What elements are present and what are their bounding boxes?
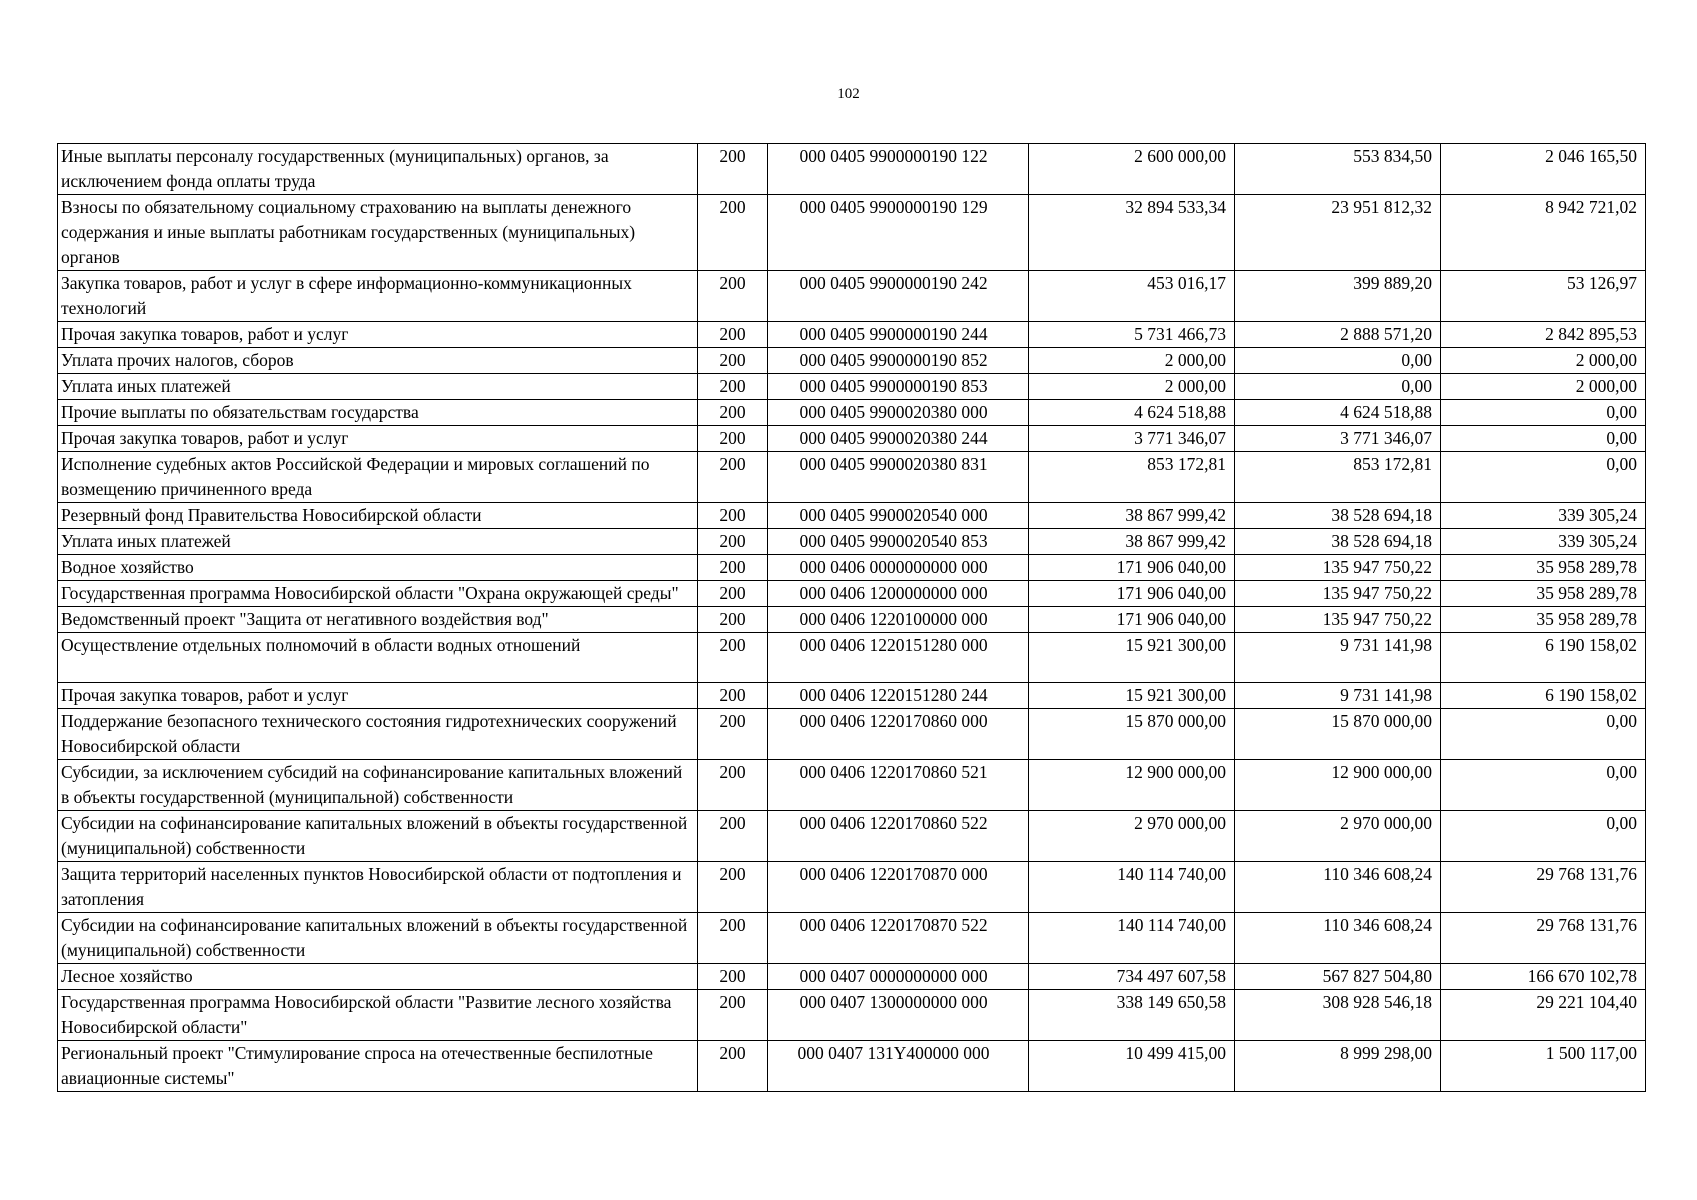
unexecuted-amount-cell: 2 000,00 bbox=[1441, 374, 1646, 400]
table-row bbox=[58, 862, 1646, 913]
unexecuted-amount-cell: 1 500 117,00 bbox=[1441, 1041, 1646, 1092]
budget-code-cell: 000 0406 1220170870 522 bbox=[768, 913, 1029, 964]
row-name-cell: Защита территорий населенных пунктов Новосибирской области от подтопления и затопления bbox=[58, 862, 698, 913]
row-name-cell: Уплата прочих налогов, сборов bbox=[58, 348, 698, 374]
table-row bbox=[58, 709, 1646, 760]
approved-amount-cell: 2 000,00 bbox=[1029, 374, 1235, 400]
budget-code-cell: 000 0405 9900020540 000 bbox=[768, 503, 1029, 529]
unexecuted-amount-cell: 6 190 158,02 bbox=[1441, 683, 1646, 709]
unexecuted-amount-cell: 339 305,24 bbox=[1441, 529, 1646, 555]
table-row bbox=[58, 374, 1646, 400]
row-name-cell: Уплата иных платежей bbox=[58, 529, 698, 555]
unexecuted-amount-cell: 29 768 131,76 bbox=[1441, 913, 1646, 964]
budget-code-cell: 000 0406 1220170860 000 bbox=[768, 709, 1029, 760]
executed-amount-cell: 135 947 750,22 bbox=[1235, 555, 1441, 581]
unexecuted-amount-cell: 339 305,24 bbox=[1441, 503, 1646, 529]
approved-amount-cell: 140 114 740,00 bbox=[1029, 913, 1235, 964]
executed-amount-cell: 553 834,50 bbox=[1235, 144, 1441, 195]
budget-code-cell: 000 0406 1200000000 000 bbox=[768, 581, 1029, 607]
row-name-cell: Взносы по обязательному социальному страхованию на выплаты денежного содержания и иные выплаты работникам государственных (муниципальных) органов bbox=[58, 195, 698, 271]
budget-execution-table bbox=[57, 143, 1646, 1092]
budget-code-cell: 000 0407 1300000000 000 bbox=[768, 990, 1029, 1041]
table-row bbox=[58, 503, 1646, 529]
line-code-cell: 200 bbox=[698, 555, 768, 581]
approved-amount-cell: 2 600 000,00 bbox=[1029, 144, 1235, 195]
table-row bbox=[58, 195, 1646, 271]
approved-amount-cell: 734 497 607,58 bbox=[1029, 964, 1235, 990]
unexecuted-amount-cell: 2 842 895,53 bbox=[1441, 322, 1646, 348]
line-code-cell: 200 bbox=[698, 862, 768, 913]
executed-amount-cell: 38 528 694,18 bbox=[1235, 529, 1441, 555]
unexecuted-amount-cell: 6 190 158,02 bbox=[1441, 633, 1646, 683]
row-name-cell: Прочая закупка товаров, работ и услуг bbox=[58, 426, 698, 452]
budget-code-cell: 000 0405 9900000190 242 bbox=[768, 271, 1029, 322]
executed-amount-cell: 135 947 750,22 bbox=[1235, 607, 1441, 633]
table-row bbox=[58, 271, 1646, 322]
approved-amount-cell: 4 624 518,88 bbox=[1029, 400, 1235, 426]
approved-amount-cell: 3 771 346,07 bbox=[1029, 426, 1235, 452]
line-code-cell: 200 bbox=[698, 913, 768, 964]
approved-amount-cell: 10 499 415,00 bbox=[1029, 1041, 1235, 1092]
row-name-cell: Лесное хозяйство bbox=[58, 964, 698, 990]
line-code-cell: 200 bbox=[698, 990, 768, 1041]
budget-code-cell: 000 0405 9900000190 129 bbox=[768, 195, 1029, 271]
approved-amount-cell: 32 894 533,34 bbox=[1029, 195, 1235, 271]
row-name-cell: Субсидии, за исключением субсидий на софинансирование капитальных вложений в объекты государственной (муниципальной) собственности bbox=[58, 760, 698, 811]
unexecuted-amount-cell: 166 670 102,78 bbox=[1441, 964, 1646, 990]
line-code-cell: 200 bbox=[698, 195, 768, 271]
approved-amount-cell: 15 921 300,00 bbox=[1029, 633, 1235, 683]
executed-amount-cell: 567 827 504,80 bbox=[1235, 964, 1441, 990]
approved-amount-cell: 5 731 466,73 bbox=[1029, 322, 1235, 348]
unexecuted-amount-cell: 0,00 bbox=[1441, 426, 1646, 452]
table-row bbox=[58, 400, 1646, 426]
budget-code-cell: 000 0405 9900020540 853 bbox=[768, 529, 1029, 555]
table-row bbox=[58, 990, 1646, 1041]
executed-amount-cell: 399 889,20 bbox=[1235, 271, 1441, 322]
approved-amount-cell: 338 149 650,58 bbox=[1029, 990, 1235, 1041]
table-row bbox=[58, 426, 1646, 452]
line-code-cell: 200 bbox=[698, 1041, 768, 1092]
executed-amount-cell: 2 970 000,00 bbox=[1235, 811, 1441, 862]
unexecuted-amount-cell: 0,00 bbox=[1441, 709, 1646, 760]
executed-amount-cell: 15 870 000,00 bbox=[1235, 709, 1441, 760]
table-row bbox=[58, 811, 1646, 862]
table-body bbox=[58, 144, 1646, 1092]
row-name-cell: Прочая закупка товаров, работ и услуг bbox=[58, 322, 698, 348]
executed-amount-cell: 9 731 141,98 bbox=[1235, 683, 1441, 709]
line-code-cell: 200 bbox=[698, 709, 768, 760]
row-name-cell: Закупка товаров, работ и услуг в сфере информационно-коммуникационных технологий bbox=[58, 271, 698, 322]
line-code-cell: 200 bbox=[698, 760, 768, 811]
table-row bbox=[58, 348, 1646, 374]
approved-amount-cell: 38 867 999,42 bbox=[1029, 503, 1235, 529]
row-name-cell: Государственная программа Новосибирской области "Охрана окружающей среды" bbox=[58, 581, 698, 607]
executed-amount-cell: 23 951 812,32 bbox=[1235, 195, 1441, 271]
approved-amount-cell: 171 906 040,00 bbox=[1029, 581, 1235, 607]
executed-amount-cell: 4 624 518,88 bbox=[1235, 400, 1441, 426]
line-code-cell: 200 bbox=[698, 581, 768, 607]
approved-amount-cell: 2 000,00 bbox=[1029, 348, 1235, 374]
budget-code-cell: 000 0405 9900020380 000 bbox=[768, 400, 1029, 426]
executed-amount-cell: 12 900 000,00 bbox=[1235, 760, 1441, 811]
line-code-cell: 200 bbox=[698, 426, 768, 452]
row-name-cell: Поддержание безопасного технического состояния гидротехнических сооружений Новосибирской области bbox=[58, 709, 698, 760]
line-code-cell: 200 bbox=[698, 348, 768, 374]
approved-amount-cell: 15 870 000,00 bbox=[1029, 709, 1235, 760]
row-name-cell: Уплата иных платежей bbox=[58, 374, 698, 400]
executed-amount-cell: 0,00 bbox=[1235, 374, 1441, 400]
approved-amount-cell: 140 114 740,00 bbox=[1029, 862, 1235, 913]
unexecuted-amount-cell: 29 221 104,40 bbox=[1441, 990, 1646, 1041]
executed-amount-cell: 3 771 346,07 bbox=[1235, 426, 1441, 452]
line-code-cell: 200 bbox=[698, 683, 768, 709]
table-row bbox=[58, 529, 1646, 555]
budget-code-cell: 000 0406 1220170870 000 bbox=[768, 862, 1029, 913]
approved-amount-cell: 171 906 040,00 bbox=[1029, 555, 1235, 581]
budget-code-cell: 000 0406 1220170860 521 bbox=[768, 760, 1029, 811]
table-row bbox=[58, 144, 1646, 195]
line-code-cell: 200 bbox=[698, 400, 768, 426]
budget-code-cell: 000 0406 1220100000 000 bbox=[768, 607, 1029, 633]
executed-amount-cell: 8 999 298,00 bbox=[1235, 1041, 1441, 1092]
line-code-cell: 200 bbox=[698, 322, 768, 348]
row-name-cell: Исполнение судебных актов Российской Федерации и мировых соглашений по возмещению причиненного вреда bbox=[58, 452, 698, 503]
line-code-cell: 200 bbox=[698, 144, 768, 195]
line-code-cell: 200 bbox=[698, 452, 768, 503]
budget-code-cell: 000 0407 0000000000 000 bbox=[768, 964, 1029, 990]
budget-code-cell: 000 0405 9900020380 831 bbox=[768, 452, 1029, 503]
executed-amount-cell: 308 928 546,18 bbox=[1235, 990, 1441, 1041]
line-code-cell: 200 bbox=[698, 271, 768, 322]
table-row bbox=[58, 555, 1646, 581]
approved-amount-cell: 2 970 000,00 bbox=[1029, 811, 1235, 862]
approved-amount-cell: 453 016,17 bbox=[1029, 271, 1235, 322]
budget-code-cell: 000 0407 131Y400000 000 bbox=[768, 1041, 1029, 1092]
row-name-cell: Резервный фонд Правительства Новосибирской области bbox=[58, 503, 698, 529]
unexecuted-amount-cell: 0,00 bbox=[1441, 452, 1646, 503]
table-row bbox=[58, 683, 1646, 709]
unexecuted-amount-cell: 0,00 bbox=[1441, 760, 1646, 811]
table-row bbox=[58, 452, 1646, 503]
line-code-cell: 200 bbox=[698, 607, 768, 633]
unexecuted-amount-cell: 8 942 721,02 bbox=[1441, 195, 1646, 271]
table-row bbox=[58, 581, 1646, 607]
line-code-cell: 200 bbox=[698, 633, 768, 683]
table-row bbox=[58, 760, 1646, 811]
approved-amount-cell: 38 867 999,42 bbox=[1029, 529, 1235, 555]
table-row bbox=[58, 322, 1646, 348]
executed-amount-cell: 853 172,81 bbox=[1235, 452, 1441, 503]
unexecuted-amount-cell: 29 768 131,76 bbox=[1441, 862, 1646, 913]
unexecuted-amount-cell: 53 126,97 bbox=[1441, 271, 1646, 322]
budget-code-cell: 000 0405 9900000190 852 bbox=[768, 348, 1029, 374]
row-name-cell: Субсидии на софинансирование капитальных вложений в объекты государственной (муниципальной) собственности bbox=[58, 811, 698, 862]
unexecuted-amount-cell: 35 958 289,78 bbox=[1441, 555, 1646, 581]
budget-code-cell: 000 0406 1220151280 000 bbox=[768, 633, 1029, 683]
row-name-cell: Региональный проект "Стимулирование спроса на отечественные беспилотные авиационные системы" bbox=[58, 1041, 698, 1092]
row-name-cell: Ведомственный проект "Защита от негативного воздействия вод" bbox=[58, 607, 698, 633]
executed-amount-cell: 0,00 bbox=[1235, 348, 1441, 374]
table-row bbox=[58, 633, 1646, 683]
row-name-cell: Иные выплаты персоналу государственных (муниципальных) органов, за исключением фонда оплаты труда bbox=[58, 144, 698, 195]
approved-amount-cell: 853 172,81 bbox=[1029, 452, 1235, 503]
line-code-cell: 200 bbox=[698, 964, 768, 990]
unexecuted-amount-cell: 35 958 289,78 bbox=[1441, 607, 1646, 633]
line-code-cell: 200 bbox=[698, 503, 768, 529]
row-name-cell: Прочая закупка товаров, работ и услуг bbox=[58, 683, 698, 709]
executed-amount-cell: 135 947 750,22 bbox=[1235, 581, 1441, 607]
unexecuted-amount-cell: 0,00 bbox=[1441, 811, 1646, 862]
budget-code-cell: 000 0405 9900020380 244 bbox=[768, 426, 1029, 452]
line-code-cell: 200 bbox=[698, 374, 768, 400]
row-name-cell: Осуществление отдельных полномочий в области водных отношений bbox=[58, 633, 698, 683]
unexecuted-amount-cell: 0,00 bbox=[1441, 400, 1646, 426]
unexecuted-amount-cell: 2 000,00 bbox=[1441, 348, 1646, 374]
executed-amount-cell: 9 731 141,98 bbox=[1235, 633, 1441, 683]
budget-code-cell: 000 0406 0000000000 000 bbox=[768, 555, 1029, 581]
executed-amount-cell: 2 888 571,20 bbox=[1235, 322, 1441, 348]
row-name-cell: Субсидии на софинансирование капитальных вложений в объекты государственной (муниципальной) собственности bbox=[58, 913, 698, 964]
row-name-cell: Прочие выплаты по обязательствам государства bbox=[58, 400, 698, 426]
approved-amount-cell: 15 921 300,00 bbox=[1029, 683, 1235, 709]
unexecuted-amount-cell: 35 958 289,78 bbox=[1441, 581, 1646, 607]
executed-amount-cell: 38 528 694,18 bbox=[1235, 503, 1441, 529]
approved-amount-cell: 12 900 000,00 bbox=[1029, 760, 1235, 811]
budget-code-cell: 000 0405 9900000190 244 bbox=[768, 322, 1029, 348]
line-code-cell: 200 bbox=[698, 529, 768, 555]
table-row bbox=[58, 607, 1646, 633]
budget-code-cell: 000 0405 9900000190 122 bbox=[768, 144, 1029, 195]
budget-code-cell: 000 0406 1220170860 522 bbox=[768, 811, 1029, 862]
unexecuted-amount-cell: 2 046 165,50 bbox=[1441, 144, 1646, 195]
table-row bbox=[58, 913, 1646, 964]
budget-code-cell: 000 0405 9900000190 853 bbox=[768, 374, 1029, 400]
executed-amount-cell: 110 346 608,24 bbox=[1235, 913, 1441, 964]
row-name-cell: Водное хозяйство bbox=[58, 555, 698, 581]
budget-code-cell: 000 0406 1220151280 244 bbox=[768, 683, 1029, 709]
approved-amount-cell: 171 906 040,00 bbox=[1029, 607, 1235, 633]
executed-amount-cell: 110 346 608,24 bbox=[1235, 862, 1441, 913]
table-row bbox=[58, 964, 1646, 990]
line-code-cell: 200 bbox=[698, 811, 768, 862]
table-row bbox=[58, 1041, 1646, 1092]
row-name-cell: Государственная программа Новосибирской области "Развитие лесного хозяйства Новосибирской области" bbox=[58, 990, 698, 1041]
page-number: 102 bbox=[837, 86, 860, 102]
